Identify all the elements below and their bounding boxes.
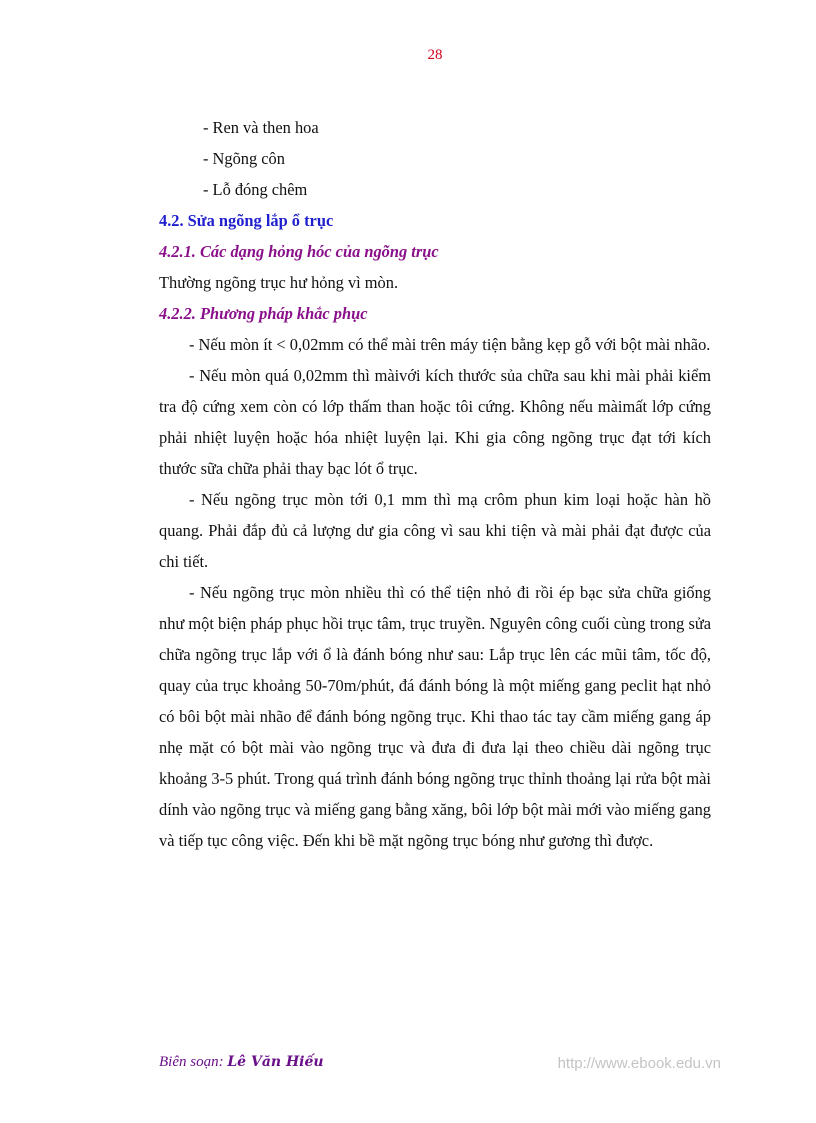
footer-credit: [159, 1054, 324, 1071]
page-footer: [159, 1054, 721, 1078]
subsection-heading-repair: 4.2.2. Phương pháp khắc phục: [159, 304, 368, 323]
footer-label: Biên soạn:: [159, 1054, 228, 1070]
footer-url: http://www.ebook.edu.vn: [557, 1055, 721, 1072]
subsection-text: Thường ngõng trục hư hỏng vì mòn.: [159, 273, 399, 292]
paragraph: - Nếu mòn quá 0,02mm thì màivới kích thước sủa chữa sau khi mài phải kiểm tra độ cứng xem còn có lớp thấm than hoặc tôi cứng. Không nếu màimất lớp cứng phải nhiệt luyện hoặc hóa nhiệt luyện lại. Khi gia công ngõng trục đạt tới kích thước sữa chữa phải thay bạc lót ổ trục.: [159, 366, 711, 478]
page-number: 28: [427, 47, 443, 63]
bullet-item: - Ngõng côn: [203, 149, 285, 168]
bullet-item: - Lỗ đóng chêm: [203, 180, 308, 199]
paragraph: - Nếu ngõng trục mòn tới 0,1 mm thì mạ crôm phun kim loại hoặc hàn hồ quang. Phải đắp đủ cả lượng dư gia công vì sau khi tiện và mài phải đạt được của chi tiết.: [159, 490, 711, 571]
bullet-item: - Ren và then hoa: [203, 118, 319, 137]
section-heading: 4.2. Sửa ngõng lắp ổ trục: [159, 211, 334, 230]
paragraph: - Nếu mòn ít < 0,02mm có thể mài trên máy tiện bằng kẹp gỗ với bột mài nhão.: [189, 335, 711, 354]
footer-author: Lê Văn Hiếu: [227, 1054, 324, 1070]
document-body: [159, 112, 711, 856]
paragraph: - Nếu ngõng trục mòn nhiều thì có thể tiện nhỏ đi rồi ép bạc sửa chữa giống như một biện pháp phục hồi trục tâm, trục truyền. Nguyên công cuối cùng trong sửa chữa ngõng trục lắp với ổ là đánh bóng như sau: Lắp trục lên các mũi tâm, tốc độ, quay của trục khoảng 50-70m/phút, đá đánh bóng là một miếng gang peclit hạt nhỏ có bôi bột mài nhão để đánh bóng ngõng trục. Khi thao tác tay cầm miếng gang áp nhẹ mặt có bột mài vào ngõng trục và đưa đi đưa lại theo chiều dài ngõng trục khoảng 3-5 phút. Trong quá trình đánh bóng ngõng trục thỉnh thoảng lại rửa bột mài dính vào ngõng trục và miếng gang bằng xăng, bôi lớp bột mài mới vào miếng gang và tiếp tục công việc. Đến khi bề mặt ngõng trục bóng như gương thì được.: [159, 583, 711, 850]
subsection-heading-damage: 4.2.1. Các dạng hỏng hóc của ngõng trục: [159, 242, 439, 261]
